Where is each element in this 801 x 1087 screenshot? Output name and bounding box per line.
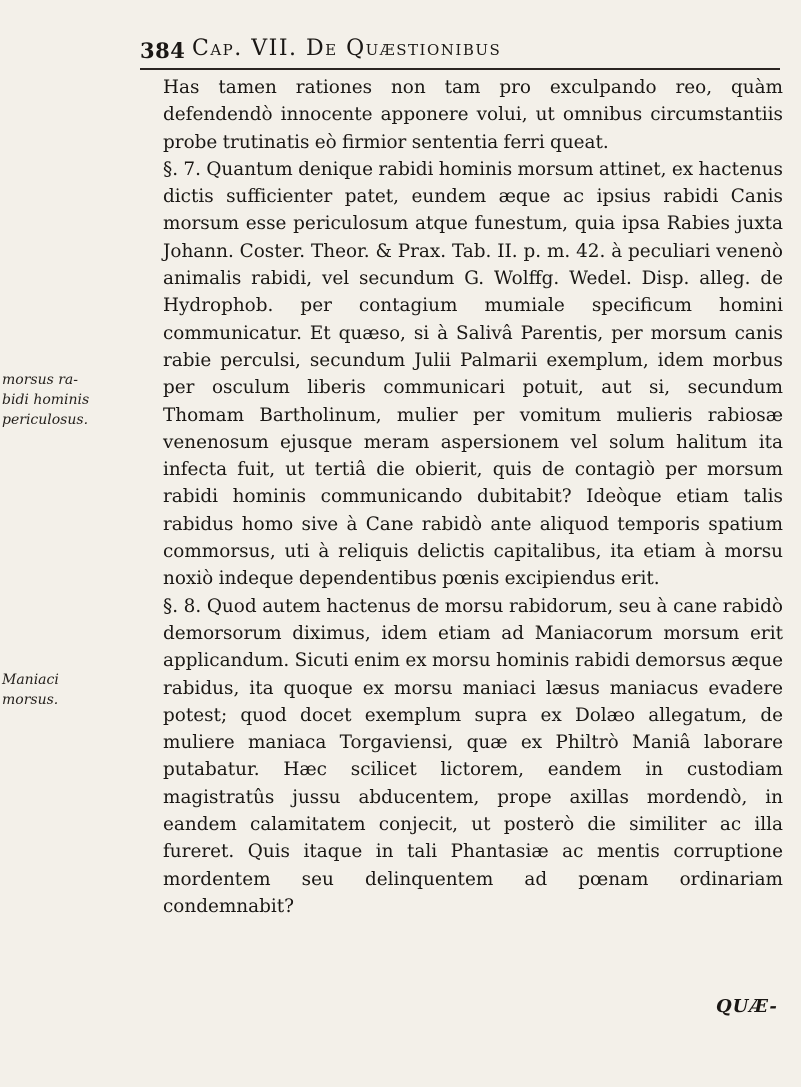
page-number: 384 xyxy=(140,38,186,63)
margin-note-line: morsus. xyxy=(2,692,59,708)
paragraph-1: Has tamen rationes non tam pro exculpando reo, quàm defendendò innocente apponere volui, ut omnibus circumstantiis probe trutinatis eò firmior sententia ferri queat. xyxy=(163,77,783,153)
paragraph-2: §. 7. Quantum denique rabidi hominis morsum attinet, ex hactenus dictis sufficienter patet, eundem æque ac ipsius rabidi Canis morsum esse periculosum atque funestum, quia ipsa Rabies juxta Johann. Coster. Theor. & Prax. Tab. II. p. m. 42. à peculiari venenò animalis rabidi, vel secundum G. Wolffg. Wedel. Disp. alleg. de Hydrophob. per contagium mumiale specificum homini communicatur. Et quæso, si à Salivâ Parentis, per morsum canis rabie perculsi, secundum Julii Palmarii exemplum, idem morbus per osculum liberis communicari potuit, aut si, secundum Thomam Bartholinum, mulier per vomitum mulieris rabiosæ venenosum ejusque meram aspersionem vel solum halitum ita infecta fuit, ut tertiâ die obierit, quis de contagiò per morsum rabidi hominis communicando dubitabit? Ideòque etiam talis rabidus homo sive à Cane rabidò ante aliquod temporis spatium commorsus, uti à reliquis delictis capitalibus, ita etiam à morsu noxiò indeque dependentibus pœnis excipiendus erit. xyxy=(163,158,783,590)
margin-note-maniaci xyxy=(2,670,142,710)
margin-note-line: bidi hominis xyxy=(2,392,90,408)
body-text xyxy=(163,74,783,920)
page-header xyxy=(140,36,760,66)
header-rule xyxy=(140,68,780,70)
margin-note-line: morsus ra- xyxy=(2,372,79,388)
margin-note-line: periculosus. xyxy=(2,412,89,428)
running-head: Cap. VII. De Quæstionibus xyxy=(192,36,502,61)
margin-note-morsus-rabidi xyxy=(2,370,142,430)
margin-note-line: Maniaci xyxy=(2,672,59,688)
catchword: QUÆ- xyxy=(716,996,778,1017)
paragraph-3: §. 8. Quod autem hactenus de morsu rabidorum, seu à cane rabidò demorsorum diximus, idem etiam ad Maniacorum morsum erit applicandum. Sicuti enim ex morsu hominis rabidi demorsus æque rabidus, ita quoque ex morsu maniaci læsus maniacus evadere potest; quod docet exemplum supra ex Dolæo allegatum, de muliere maniaca Torgaviensi, quæ ex Philtrò Maniâ laborare putabatur. Hæc scilicet lictorem, eandem in custodiam magistratûs jussu abducentem, prope axillas mordendò, in eandem calamitatem conjecit, ut posterò die similiter ac illa fureret. Quis itaque in tali Phantasiæ ac mentis corruptione mordentem seu delinquentem ad pœnam ordinariam condemnabit? xyxy=(163,595,783,917)
